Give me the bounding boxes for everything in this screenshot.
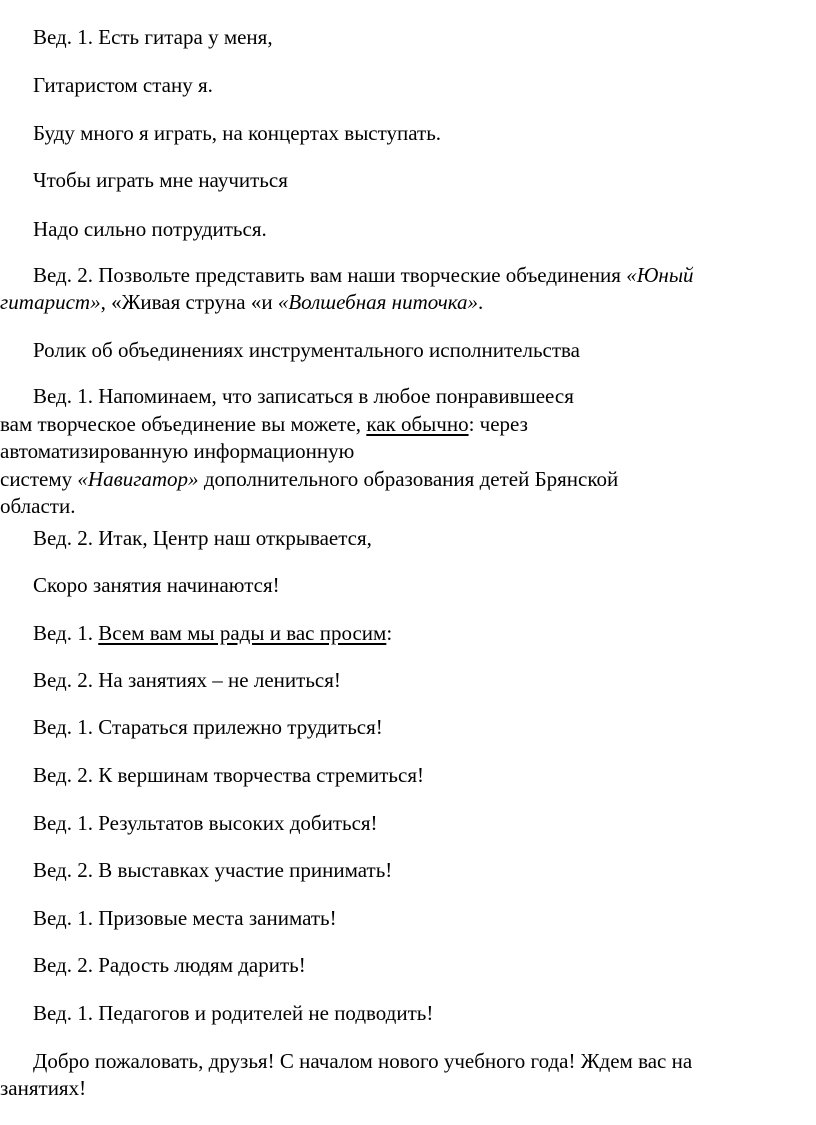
paragraph-17: Вед. 1. Призовые места занимать! xyxy=(33,906,337,930)
p6-text-2: , «Живая струна «и xyxy=(100,290,278,314)
p8-navigator-italic: «Навигатор» xyxy=(77,467,199,491)
paragraph-8-line-1: Вед. 1. Напоминаем, что записаться в любое понравившееся xyxy=(33,384,574,408)
paragraph-4: Чтобы играть мне научиться xyxy=(33,168,288,192)
p8-text: вам творческое объединение вы можете, xyxy=(0,412,367,436)
paragraph-3: Буду много я играть, на концертах выступать. xyxy=(33,121,442,145)
p8-text-after: : через xyxy=(468,412,528,436)
paragraph-18: Вед. 2. Радость людям дарить! xyxy=(33,953,306,977)
paragraph-20-line-1: Добро пожаловать, друзья! С началом нового учебного года! Ждем вас на xyxy=(33,1049,693,1073)
paragraph-8-line-3: автоматизированную информационную xyxy=(0,439,355,463)
paragraph-13: Вед. 1. Стараться прилежно трудиться! xyxy=(33,715,383,739)
paragraph-5: Надо сильно потрудиться. xyxy=(33,217,267,241)
paragraph-10: Скоро занятия начинаются! xyxy=(33,573,280,597)
paragraph-20-line-2: занятиях! xyxy=(0,1076,87,1100)
paragraph-8-line-5: области. xyxy=(0,494,76,518)
p8-system-prefix: систему xyxy=(0,467,78,491)
paragraph-19: Вед. 1. Педагогов и родителей не подводить! xyxy=(33,1001,434,1025)
p11-suffix: : xyxy=(386,621,393,645)
paragraph-8-line-4 xyxy=(0,466,816,492)
paragraph-7: Ролик об объединениях инструментального исполнительства xyxy=(33,338,581,362)
p11-prefix: Вед. 1. xyxy=(33,621,99,645)
paragraph-8-line-2 xyxy=(0,411,816,437)
p11-underlined: Всем вам мы рады и вас просим xyxy=(98,621,387,645)
paragraph-12: Вед. 2. На занятиях – не лениться! xyxy=(33,668,341,692)
p6-italic-young-guitarist-1: «Юный xyxy=(626,263,694,287)
paragraph-16: Вед. 2. В выставках участие принимать! xyxy=(33,858,393,882)
paragraph-14: Вед. 2. К вершинам творчества стремиться! xyxy=(33,763,424,787)
paragraph-15: Вед. 1. Результатов высоких добиться! xyxy=(33,811,378,835)
p6-italic-magic-thread: «Волшебная ниточка» xyxy=(277,290,479,314)
p6-italic-young-guitarist-2: гитарист» xyxy=(0,290,101,314)
p6-text-1: Вед. 2. Позвольте представить вам наши творческие объединения xyxy=(33,263,627,287)
paragraph-11 xyxy=(0,620,816,646)
as-usual-link: как обычно xyxy=(366,412,469,436)
paragraph-6-line-1 xyxy=(0,262,816,288)
p6-text-3: . xyxy=(478,290,484,314)
p8-system-suffix: дополнительного образования детей Брянской xyxy=(198,467,619,491)
paragraph-9: Вед. 2. Итак, Центр наш открывается, xyxy=(33,526,372,550)
paragraph-2: Гитаристом стану я. xyxy=(33,73,213,97)
paragraph-6-line-2 xyxy=(0,289,816,315)
paragraph-1: Вед. 1. Есть гитара у меня, xyxy=(33,25,273,49)
